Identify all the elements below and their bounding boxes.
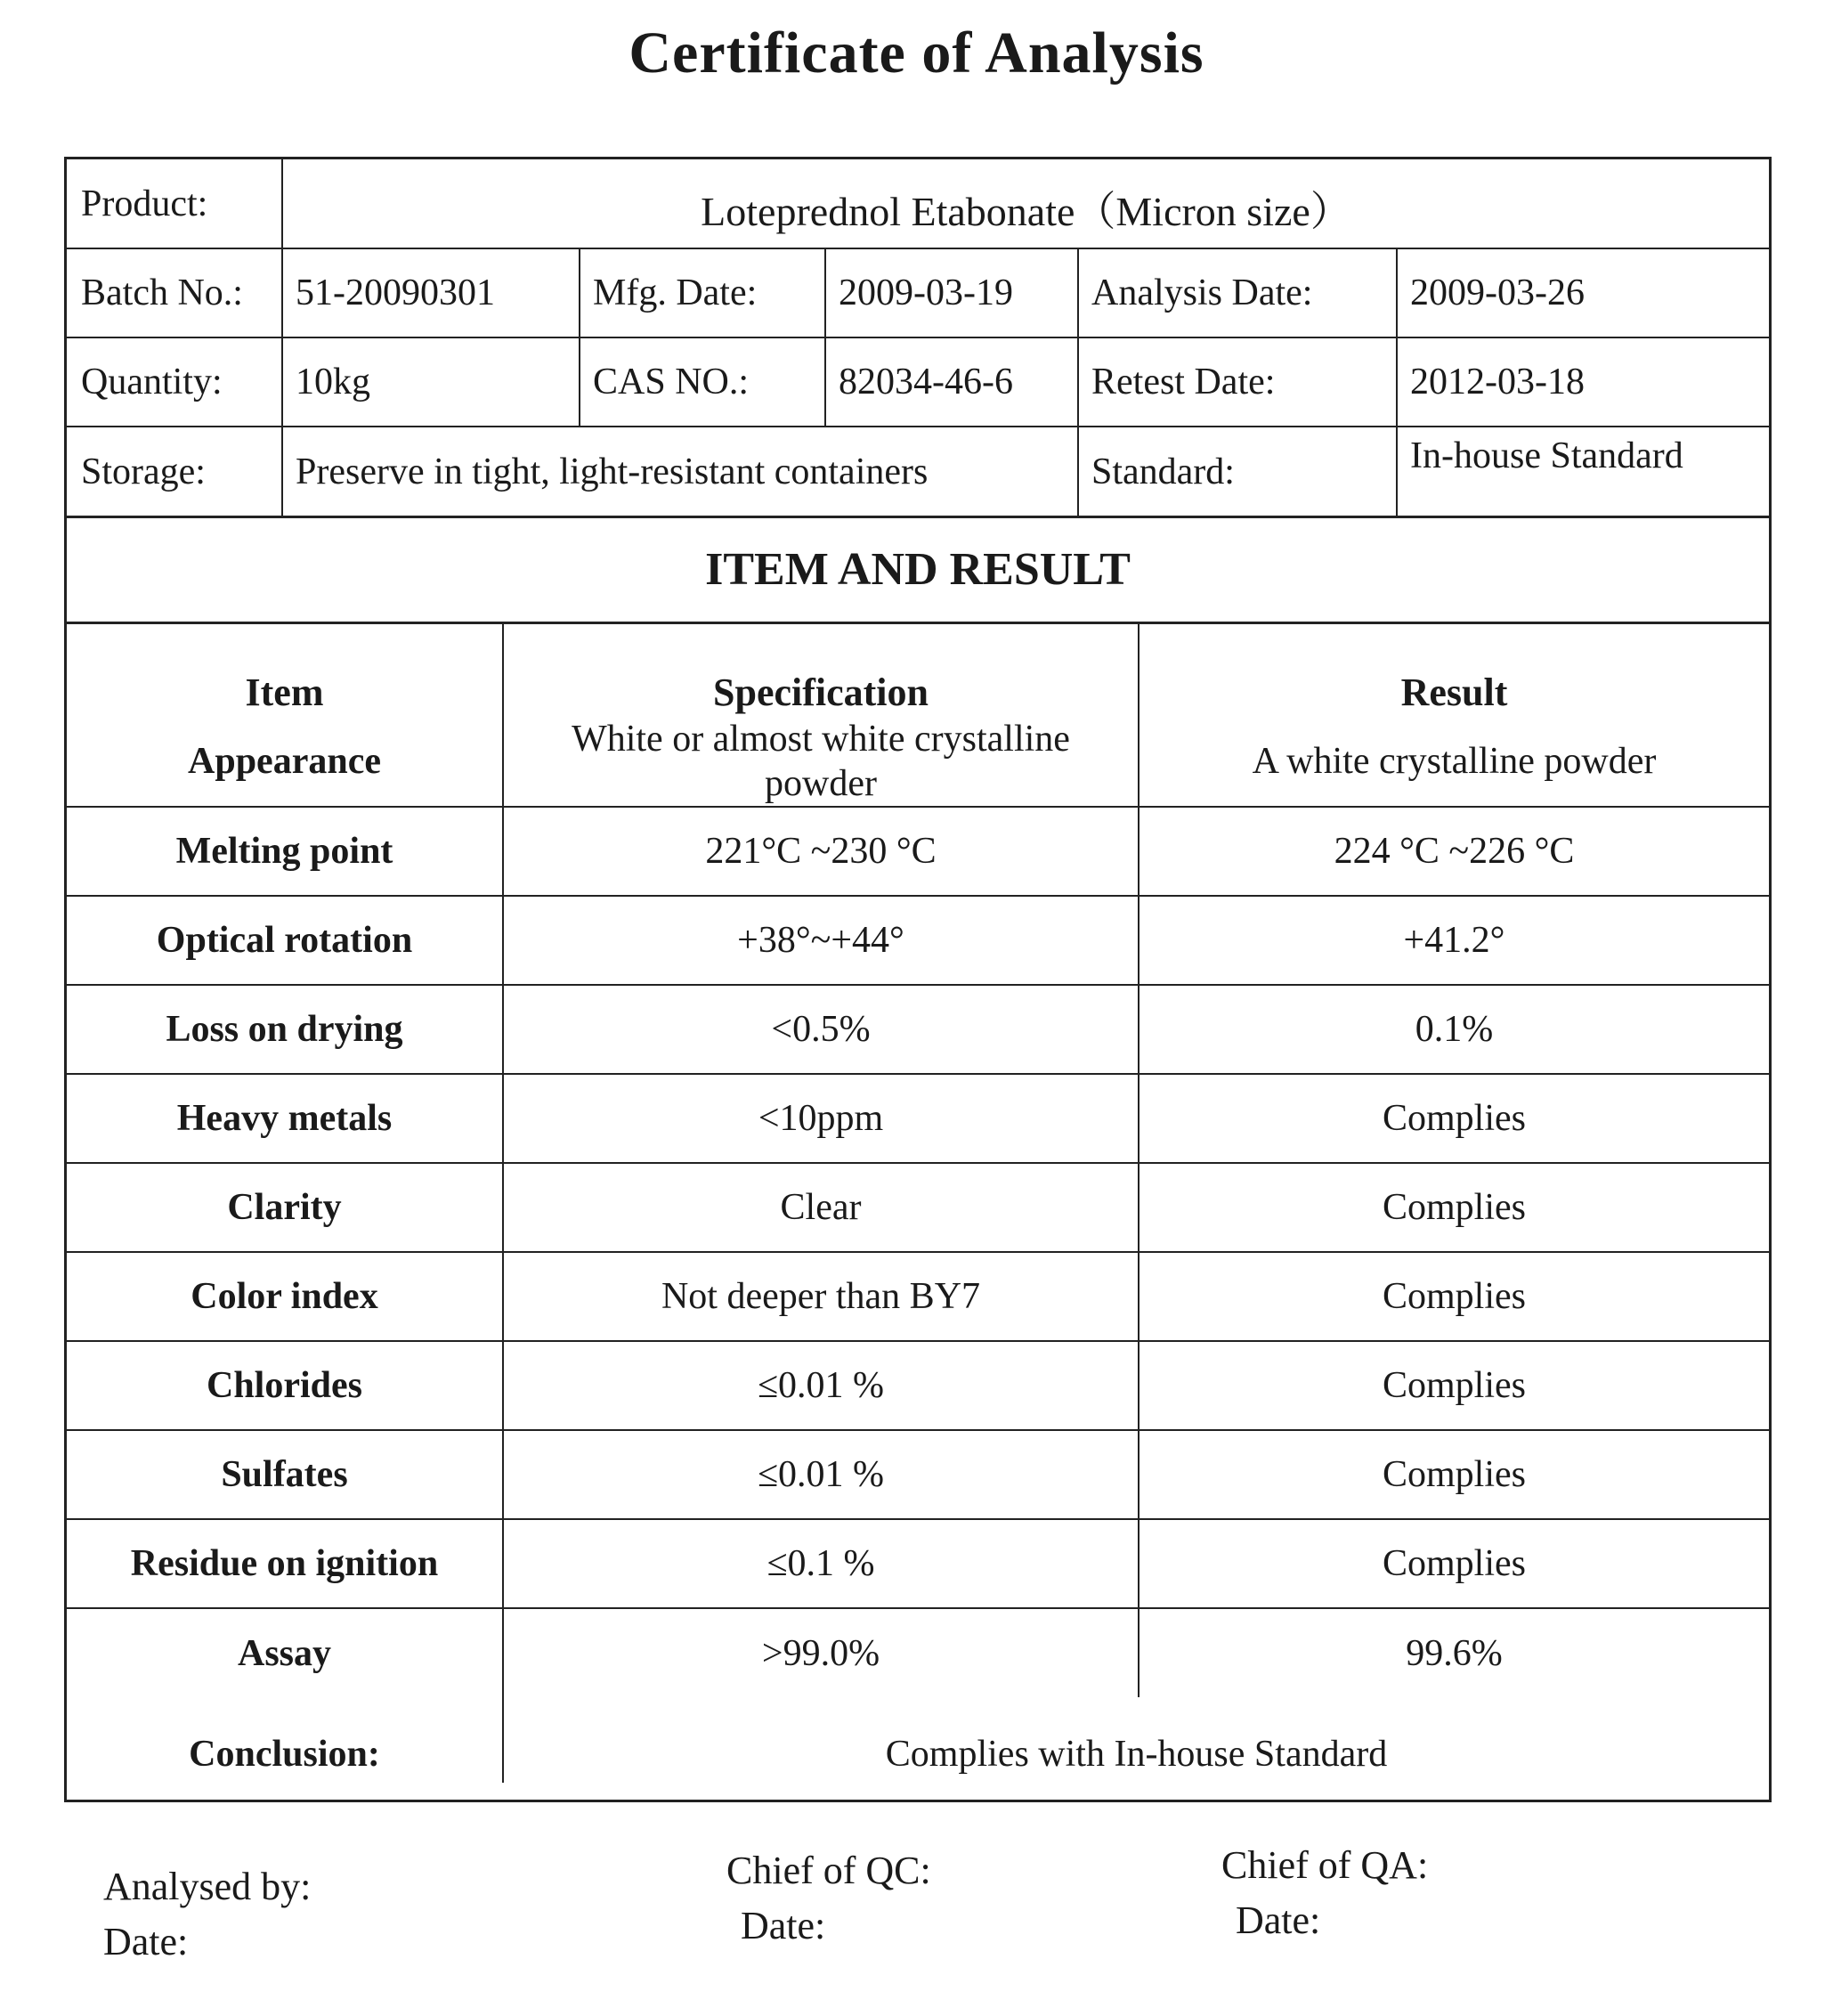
column-header-item: Item bbox=[67, 624, 503, 717]
item-cell: Melting point bbox=[67, 807, 503, 896]
chief-qa-label: Chief of QA: bbox=[1221, 1843, 1429, 1887]
specification-cell: ≤0.01 % bbox=[503, 1430, 1139, 1519]
item-cell: Sulfates bbox=[67, 1430, 503, 1519]
item-cell: Assay bbox=[67, 1608, 503, 1697]
item-cell: Optical rotation bbox=[67, 896, 503, 985]
result-cell: A white crystalline powder bbox=[1139, 717, 1769, 807]
result-row bbox=[67, 985, 1769, 1074]
analysis-date-label: Analysis Date: bbox=[1078, 248, 1397, 337]
batch-row bbox=[67, 248, 1769, 337]
storage-row bbox=[67, 427, 1769, 516]
result-row bbox=[67, 1252, 1769, 1341]
result-cell: Complies bbox=[1139, 1430, 1769, 1519]
mfg-date-value: 2009-03-19 bbox=[825, 248, 1078, 337]
document-title: Certificate of Analysis bbox=[629, 20, 1204, 85]
section-title: ITEM AND RESULT bbox=[67, 516, 1769, 624]
result-cell: Complies bbox=[1139, 1341, 1769, 1430]
specification-cell: Clear bbox=[503, 1163, 1139, 1252]
conclusion-label: Conclusion: bbox=[67, 1697, 503, 1783]
result-row bbox=[67, 717, 1769, 807]
result-cell: 0.1% bbox=[1139, 985, 1769, 1074]
chief-qa-block bbox=[1221, 1838, 1428, 1948]
results-table bbox=[67, 624, 1769, 1783]
quantity-value: 10kg bbox=[282, 337, 580, 427]
header-info-table bbox=[67, 159, 1769, 516]
result-row bbox=[67, 1163, 1769, 1252]
item-cell: Clarity bbox=[67, 1163, 503, 1252]
batch-value: 51-20090301 bbox=[282, 248, 580, 337]
certificate-frame bbox=[64, 157, 1772, 1802]
retest-date-label: Retest Date: bbox=[1078, 337, 1397, 427]
result-row bbox=[67, 1608, 1769, 1697]
item-cell: Color index bbox=[67, 1252, 503, 1341]
specification-cell: ≤0.1 % bbox=[503, 1519, 1139, 1608]
standard-value: In-house Standard bbox=[1397, 427, 1769, 516]
analysed-by-date-label: Date: bbox=[103, 1920, 189, 1963]
result-cell: Complies bbox=[1139, 1252, 1769, 1341]
results-header-row bbox=[67, 624, 1769, 717]
result-cell: Complies bbox=[1139, 1519, 1769, 1608]
specification-cell: <10ppm bbox=[503, 1074, 1139, 1163]
chief-qa-date-label: Date: bbox=[1236, 1898, 1321, 1942]
chief-qc-date-label: Date: bbox=[741, 1904, 826, 1947]
conclusion-value: Complies with In-house Standard bbox=[503, 1697, 1769, 1783]
item-cell: Loss on drying bbox=[67, 985, 503, 1074]
product-row bbox=[67, 159, 1769, 248]
column-header-specification: Specification bbox=[503, 624, 1139, 717]
item-cell: Residue on ignition bbox=[67, 1519, 503, 1608]
storage-label: Storage: bbox=[67, 427, 282, 516]
result-row bbox=[67, 1519, 1769, 1608]
analysed-by-label: Analysed by: bbox=[103, 1865, 312, 1908]
result-cell: +41.2° bbox=[1139, 896, 1769, 985]
results-body bbox=[67, 717, 1769, 1697]
result-cell: 224 °C ~226 °C bbox=[1139, 807, 1769, 896]
specification-cell: 221°C ~230 °C bbox=[503, 807, 1139, 896]
cas-value: 82034-46-6 bbox=[825, 337, 1078, 427]
batch-label: Batch No.: bbox=[67, 248, 282, 337]
result-row bbox=[67, 1074, 1769, 1163]
specification-cell: >99.0% bbox=[503, 1608, 1139, 1697]
retest-date-value: 2012-03-18 bbox=[1397, 337, 1769, 427]
specification-cell: ≤0.01 % bbox=[503, 1341, 1139, 1430]
result-row bbox=[67, 896, 1769, 985]
item-cell: Appearance bbox=[67, 717, 503, 807]
quantity-label: Quantity: bbox=[67, 337, 282, 427]
product-value: Loteprednol Etabonate（Micron size） bbox=[282, 159, 1769, 248]
item-cell: Heavy metals bbox=[67, 1074, 503, 1163]
item-cell: Chlorides bbox=[67, 1341, 503, 1430]
column-header-result: Result bbox=[1139, 624, 1769, 717]
result-row bbox=[67, 1341, 1769, 1430]
specification-cell: +38°~+44° bbox=[503, 896, 1139, 985]
analysis-date-value: 2009-03-26 bbox=[1397, 248, 1769, 337]
chief-qc-block bbox=[726, 1843, 931, 1954]
product-label: Product: bbox=[67, 159, 282, 248]
quantity-row bbox=[67, 337, 1769, 427]
specification-cell: <0.5% bbox=[503, 985, 1139, 1074]
analysed-by-block bbox=[103, 1859, 311, 1970]
specification-cell: Not deeper than BY7 bbox=[503, 1252, 1139, 1341]
mfg-date-label: Mfg. Date: bbox=[580, 248, 825, 337]
result-cell: 99.6% bbox=[1139, 1608, 1769, 1697]
specification-cell: White or almost white crystalline powder bbox=[503, 717, 1139, 807]
standard-label: Standard: bbox=[1078, 427, 1397, 516]
chief-qc-label: Chief of QC: bbox=[726, 1849, 931, 1892]
result-row bbox=[67, 1430, 1769, 1519]
storage-value: Preserve in tight, light-resistant containers bbox=[282, 427, 1078, 516]
result-cell: Complies bbox=[1139, 1074, 1769, 1163]
conclusion-row bbox=[67, 1697, 1769, 1783]
result-cell: Complies bbox=[1139, 1163, 1769, 1252]
cas-label: CAS NO.: bbox=[580, 337, 825, 427]
result-row bbox=[67, 807, 1769, 896]
